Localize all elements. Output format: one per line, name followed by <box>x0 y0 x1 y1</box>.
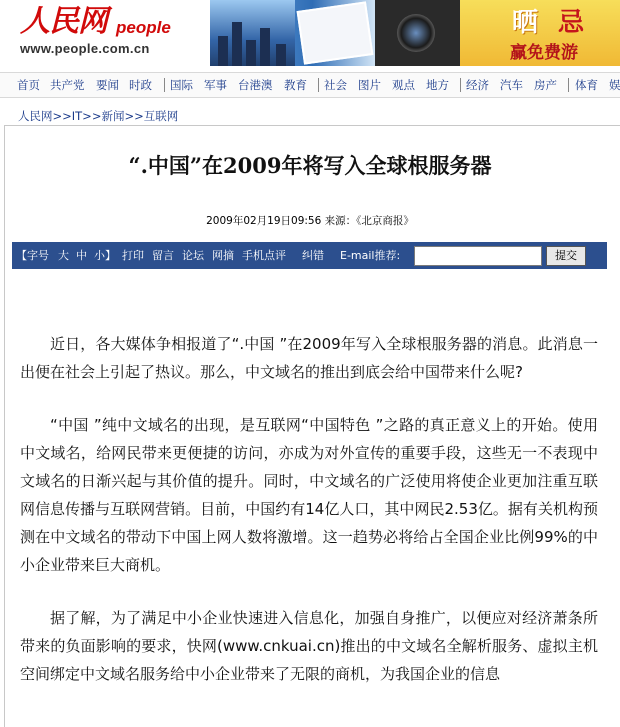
nav-item-news[interactable]: 要闻 <box>96 78 119 92</box>
nav-item-politics[interactable]: 时政 <box>129 78 152 92</box>
banner-camera-image <box>375 0 460 66</box>
nav-divider <box>460 78 461 92</box>
nav-item-society[interactable]: 社会 <box>324 78 347 92</box>
site-logo[interactable] <box>18 4 188 62</box>
article-paragraph: 据了解，为了满足中小企业快速进入信息化，加强自身推广，以便应对经济萧条所带来的负面影响的要求，快网(www.cnkuai.cn)推出的中文域名全解析服务、虚拟主机空间绑定中文域名服务给中小企业带来了无限的商机，为我国企业的信息 <box>20 609 598 683</box>
submit-button[interactable]: 提交 <box>546 246 586 266</box>
font-large-link[interactable]: 大 <box>58 249 69 262</box>
article-paragraph: 近日，各大媒体争相报道了“.中国 ”在2009年写入全球根服务器的消息。此消息一出便在社会上引起了热议。那么，中文域名的推出到底会给中国带来什么呢? <box>20 335 598 381</box>
breadcrumb[interactable]: 人民网>>IT>>新闻>>互联网 <box>18 109 179 123</box>
article-meta: 2009年02月19日09:56 来源：《北京商报》 <box>206 215 414 227</box>
channel-nav <box>0 72 620 98</box>
nav-divider <box>164 78 165 92</box>
camera-lens-icon <box>397 14 435 52</box>
nav-item-entertainment[interactable]: 娱 <box>609 78 620 92</box>
print-link[interactable]: 打印 <box>122 249 144 262</box>
nav-item-party[interactable]: 共产党 <box>50 78 85 92</box>
nav-item-home[interactable]: 首页 <box>17 78 40 92</box>
site-header <box>0 0 620 68</box>
nav-item-taiwan-hk-macao[interactable]: 台港澳 <box>238 78 273 92</box>
article-toolbar <box>12 242 607 269</box>
nav-item-sports[interactable]: 体育 <box>575 78 598 92</box>
nav-divider <box>318 78 319 92</box>
logo-main-text: 人民网 <box>20 4 107 39</box>
logo-people-text: people <box>116 18 171 37</box>
email-recommend-input[interactable] <box>414 246 542 266</box>
banner-city-image <box>210 0 295 66</box>
banner-promo <box>460 0 620 66</box>
excerpt-link[interactable]: 网摘 <box>212 249 234 262</box>
nav-item-realestate[interactable]: 房产 <box>534 78 557 92</box>
email-recommend-label: E-mail推荐: <box>340 249 401 262</box>
nav-item-education[interactable]: 教育 <box>284 78 307 92</box>
comment-link[interactable]: 留言 <box>152 249 174 262</box>
logo-url-text: www.people.com.cn <box>20 41 150 56</box>
nav-item-auto[interactable]: 汽车 <box>500 78 523 92</box>
nav-item-world[interactable]: 国际 <box>170 78 193 92</box>
article-body <box>20 330 598 713</box>
banner-text-1: 晒 <box>512 8 539 38</box>
nav-divider <box>568 78 569 92</box>
banner-text-3: 赢免费游 <box>510 43 578 63</box>
article-paragraph: “中国 ”纯中文域名的出现，是互联网“中国特色 ”之路的真正意义上的开始。使用中文域名，给网民带来更便捷的访问，亦成为对外宣传的重要手段，这些无一不表现中文域名的日渐兴起与其价值的提升。同时，中文域名的广泛使用将使企业更加注重互联网信息传播与互联网营销。目前，中国约有14亿人口，其中网民2.53亿。据有关机构预测在中文域名的带动下中国上网人数将激增。这一趋势必将给占全国企业比例99%的中小企业带来巨大商机。 <box>20 416 598 574</box>
article-title: “.中国”在2009年将写入全球根服务器 <box>128 153 492 178</box>
nav-item-military[interactable]: 军事 <box>204 78 227 92</box>
nav-item-economy[interactable]: 经济 <box>466 78 489 92</box>
banner-text-2: 忌 <box>558 8 585 38</box>
nav-item-photos[interactable]: 图片 <box>358 78 381 92</box>
banner-photo-card <box>297 1 374 64</box>
font-small-link[interactable]: 小】 <box>94 249 116 262</box>
nav-item-opinion[interactable]: 观点 <box>392 78 415 92</box>
font-medium-link[interactable]: 中 <box>76 249 87 262</box>
font-size-label: 【字号 <box>16 249 49 262</box>
nav-item-local[interactable]: 地方 <box>426 78 449 92</box>
mobile-comment-link[interactable]: 手机点评 <box>242 249 286 262</box>
ad-banner[interactable] <box>210 0 620 66</box>
error-report-link[interactable]: 纠错 <box>302 249 324 262</box>
forum-link[interactable]: 论坛 <box>182 249 204 262</box>
